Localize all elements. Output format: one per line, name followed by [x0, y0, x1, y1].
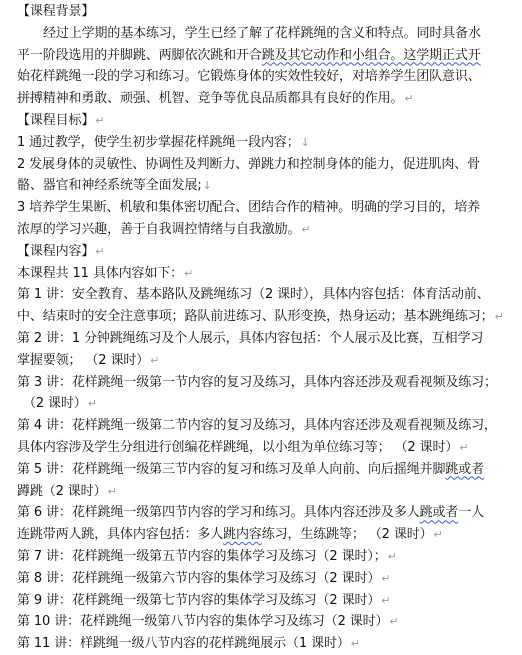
spell-underline: 跳或者 — [445, 461, 484, 477]
text-line: 1 通过教学，使学生初步掌握花样跳绳一段内容；↓ — [17, 134, 310, 150]
lesson-line: 蹲跳（2 课时）↵ — [17, 483, 117, 499]
text-line: 骼、器官和神经系统等全面发展;↓ — [17, 178, 212, 194]
lesson-line: 第 11 讲：样跳绳一级八节内容的花样跳绳展示（1 课时）↵ — [17, 636, 360, 652]
lesson-line: 具体内容涉及学生分组进行创编花样跳绳，以小组为单位练习等； （2 课时）↵ — [17, 439, 469, 455]
lesson-line: （2 课时）↵ — [23, 396, 97, 412]
lesson-line: 第 7 讲：花样跳绳一级第五节内容的集体学习及练习（2 课时）；↵ — [17, 548, 397, 564]
text-line: 经过上学期的基本练习，学生已经了解了花样跳绳的含义和特点。同时具备水 — [43, 25, 481, 41]
lesson-line: 第 10 讲：花样跳绳一级第八节内容的集体学习及练习（2 课时）↵ — [17, 614, 399, 630]
text-line: 浓厚的学习兴趣，善于自我调控情绪与自我激励。↵ — [17, 221, 311, 237]
spell-underline: 跳或者 — [419, 505, 459, 521]
lesson-line: 第 5 讲：花样跳绳一级第三节内容的复习和练习及单人向前、向后摇绳并脚跳或者 — [17, 461, 484, 477]
lesson-line: 第 9 讲：花样跳绳一级第七节内容的集体学习及练习（2 课时）↵ — [17, 592, 391, 608]
text-line: 拼搏精神和勇敢、顽强、机智、竞争等优良品质都具有良好的作用。↵ — [17, 91, 414, 107]
content-heading: 【课程内容】↵ — [17, 243, 105, 259]
text-line: 平一阶段选用的并脚跳、两脚依次跳和开合跳及其它动作和小组合。这学期正式开 — [17, 47, 481, 63]
paragraph-mark: ↵ — [404, 92, 414, 106]
content-intro: 本课程共 11 具体内容如下：↵ — [17, 265, 194, 281]
text-line: 始花样跳绳一段的学习和练习。它锻炼身体的实效性较好，对培养学生团队意识、 — [17, 69, 481, 85]
lesson-line: 第 3 讲：花样跳绳一级第一节内容的复习及练习，具体内容还涉及观看视频及练习； — [17, 374, 497, 390]
lesson-line: 第 6 讲：花样跳绳一级第四节内容的学习和练习。具体内容还涉及多人跳或者一人 — [17, 505, 484, 521]
lesson-line: 掌握要领； （2 课时）↵ — [17, 352, 160, 368]
lesson-line: 第 2 讲：1 分钟跳绳练习及个人展示，具体内容包括：个人展示及比赛，互相学习 — [17, 330, 484, 346]
background-heading: 【课程背景】 — [17, 4, 95, 19]
line-break-mark: ↓ — [300, 135, 310, 149]
text-line: 3 培养学生果断、机敏和集体密切配合、团结合作的精神。明确的学习目的，培养 — [17, 200, 480, 216]
text-line: 2 发展身体的灵敏性、协调性及判断力、弹跳力和控制身体的能力，促进肌肉、骨 — [17, 156, 480, 172]
spell-underline: 跳及其它动作和小组合。这学期正式开 — [261, 47, 481, 63]
lesson-line: 第 8 讲：花样跳绳一级第六节内容的集体学习及练习（2 课时）↵ — [17, 570, 391, 586]
lesson-line: 中、结束时的安全注意事项；路队前进练习、队形变换，热身运动；基本跳绳练习；↵ — [17, 309, 504, 325]
lesson-line: 第 4 讲：花样跳绳一级第二节内容的复习及练习，具体内容还涉及观看视频及练习， — [17, 418, 497, 434]
spell-underline: 跳内容 — [223, 527, 262, 543]
lesson-line: 第 1 讲：安全教育、基本路队及跳绳练习（2 课时），具体内容包括：体育活动前、 — [17, 287, 490, 303]
lesson-line: 连跳带两人跳，具体内容包括：多人跳内容练习，生练跳等； （2 课时）↵ — [17, 527, 443, 543]
goals-heading: 【课程目标】↵ — [17, 112, 105, 128]
